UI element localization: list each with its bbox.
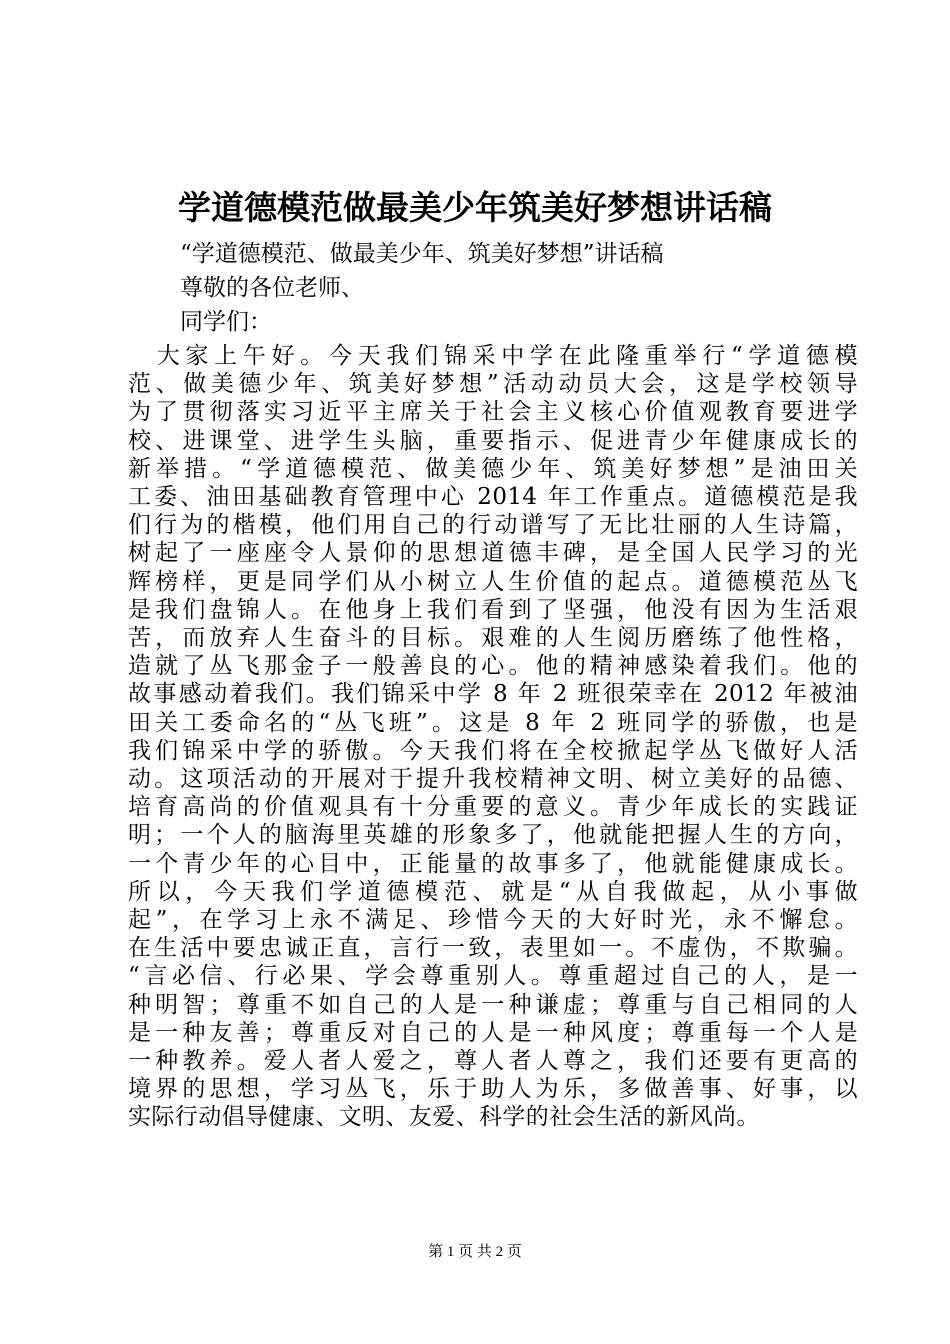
body-line: 树起了一座座令人景仰的思想道德丰碑，是全国人民学习的光 xyxy=(128,540,858,566)
body-line: 工委、油田基础教育管理中心 2014 年工作重点。道德模范是我 xyxy=(128,484,858,510)
body-line: “言必信、行必果、学会尊重别人。尊重超过自己的人，是一 xyxy=(128,963,858,989)
body-line: 是一种友善；尊重反对自己的人是一种风度；尊重每一个人是 xyxy=(128,1020,858,1046)
body-line: 苦，而放弃人生奋斗的目标。艰难的人生阅历磨练了他性格， xyxy=(128,625,858,651)
body-line: 所以，今天我们学道德模范、就是“从自我做起，从小事做 xyxy=(128,879,858,905)
body-line: 造就了丛飞那金子一般善良的心。他的精神感染着我们。他的 xyxy=(128,653,858,679)
body-line: 大家上午好。今天我们锦采中学在此隆重举行“学道德模 xyxy=(128,343,858,369)
body-line: 校、进课堂、进学生头脑，重要指示、促进青少年健康成长的 xyxy=(128,428,858,454)
body-line: 是我们盘锦人。在他身上我们看到了坚强，他没有因为生活艰 xyxy=(128,597,858,623)
body-line: 明；一个人的脑海里英雄的形象多了，他就能把握人生的方向， xyxy=(128,822,858,848)
body-line: 我们锦采中学的骄傲。今天我们将在全校掀起学丛飞做好人活 xyxy=(128,738,858,764)
body-line: 境界的思想，学习丛飞，乐于助人为乐，多做善事、好事，以 xyxy=(128,1076,858,1102)
page-footer: 第 1 页 共 2 页 xyxy=(428,1244,522,1260)
body-line: 起”，在学习上永不满足、珍惜今天的大好时光，永不懈怠。 xyxy=(128,907,858,933)
salutation-line: 尊敬的各位老师、 xyxy=(180,275,364,301)
body-line: 故事感动着我们。我们锦采中学 8 年 2 班很荣幸在 2012 年被油 xyxy=(128,681,858,707)
body-line: 一个青少年的心目中，正能量的故事多了，他就能健康成长。 xyxy=(128,851,858,877)
salutation-line: 同学们： xyxy=(180,309,272,335)
body-line: 范、做美德少年、筑美好梦想”活动动员大会，这是学校领导 xyxy=(128,371,858,397)
body-line: 为了贯彻落实习近平主席关于社会主义核心价值观教育要进学 xyxy=(128,399,858,425)
body-line: 田关工委命名的“丛飞班”。这是 8 年 2 班同学的骄傲，也是 xyxy=(128,710,858,736)
body-line: 新举措。“学道德模范、做美德少年、筑美好梦想”是油田关 xyxy=(128,456,858,482)
body-line: 在生活中要忠诚正直，言行一致，表里如一。不虚伪，不欺骗。 xyxy=(128,935,858,961)
document-title: 学道德模范做最美少年筑美好梦想讲话稿 xyxy=(178,188,772,227)
body-line: 种明智；尊重不如自己的人是一种谦虚；尊重与自己相同的人 xyxy=(128,992,858,1018)
speech-heading: “学道德模范、做最美少年、筑美好梦想”讲话稿 xyxy=(180,241,664,267)
body-line: 培育高尚的价值观具有十分重要的意义。青少年成长的实践证 xyxy=(128,794,858,820)
body-line: 们行为的楷模，他们用自己的行动谱写了无比壮丽的人生诗篇， xyxy=(128,512,858,538)
body-line: 辉榜样，更是同学们从小树立人生价值的起点。道德模范丛飞 xyxy=(128,569,858,595)
body-line: 动。这项活动的开展对于提升我校精神文明、树立美好的品德、 xyxy=(128,766,858,792)
body-line: 一种教养。爱人者人爱之，尊人者人尊之，我们还要有更高的 xyxy=(128,1048,858,1074)
body-line: 实际行动倡导健康、文明、友爱、科学的社会生活的新风尚。 xyxy=(128,1104,760,1130)
